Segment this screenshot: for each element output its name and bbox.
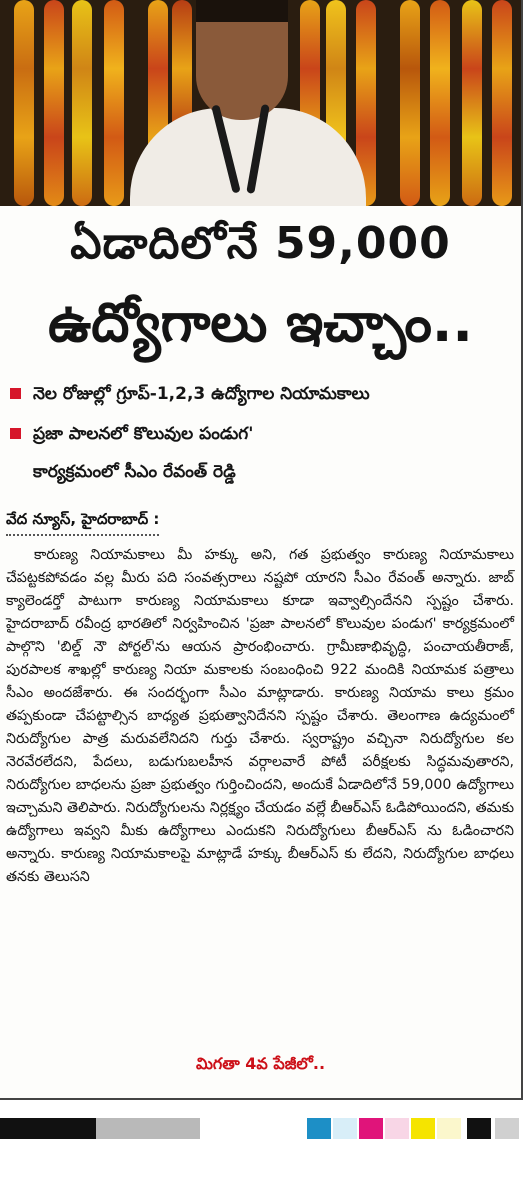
news-photo [0,0,521,206]
subhead-text: నెల రోజుల్లో గ్రూప్-1,2,3 ఉద్యోగాల నియామకాలు [33,384,370,404]
garland-decoration [44,0,64,206]
red-square-bullet-icon [10,428,21,439]
article-body [6,544,514,889]
color-swatch-yellow [411,1118,435,1139]
garland-decoration [400,0,420,206]
garland-decoration [462,0,482,206]
speaker-hair [196,0,288,22]
registration-bar-black [0,1118,96,1139]
subhead-bullet-2 [0,424,253,448]
article-paragraph: కారుణ్య నియామకాలు మీ హక్కు అని, గత ప్రభుత్వం కారుణ్య నియామకాలు చేపట్టకపోవడం వల్ల మీరు పది సంవత్సరాలు నష్టపో యారని సీఎం రేవంత్ అన్నారు. జాబ్ క్యాలెండర్తో పాటుగా కారుణ్య నియామకాలు కూడా ఇవ్వాల్సిందేనని స్పష్టం చేశారు. హైదరాబాద్ రవీంద్ర భారతిలో నిర్వహించిన 'ప్రజా పాలనలో కొలువుల పండుగ' కార్యక్రమంలో పాల్గొని 'బిల్డ్ నౌ పోర్టల్'ను ఆయన ప్రారంభించారు. గ్రామీణాభివృద్ధి, పంచాయతీరాజ్, పురపాలక శాఖల్లో కారుణ్య నియా మకాలకు సంబంధించి 922 మందికి నియామక పత్రాలు సీఎం అందజేశారు. ఈ సందర్భంగా సీఎం మాట్లాడారు. కారుణ్య నియామ కాలు క్రమం తప్పకుండా చేపట్టాల్సిన బాధ్యత ప్రభుత్వానిదేనని స్పష్టం చేశారు. తెలంగాణ ఉద్యమంలో నిరుద్యోగుల పాత్ర మరువలేనిదని గుర్తు చేశారు. స్వరాష్ట్రం వచ్చినా నిరుద్యోగుల కల నెరవేరలేదని, పేదలు, బడుగుబలహీన వర్గాలవారే పోటీ పరీక్షలకు సిద్ధమవుతారని, నిరుద్యోగుల బాధలను ప్రజా ప్రభుత్వం గుర్తించిందని, అందుకే ఏడాదిలోనే 59,000 ఉద్యోగాలు ఇచ్చామని తెలిపారు. నిరుద్యోగులను నిర్లక్ష్యం చేయడం వల్లే బీఆర్ఎస్ ఓడిపోయిందని, తమకు ఉద్యోగాలు ఇవ్వని మీకు ఉద్యోగాలు ఎందుకని నిరుద్యోగులు బీఆర్ఎస్ ను ఓడించారని అన్నారు. కారుణ్య నియామకాలపై మాట్లాడే హక్కు బీఆర్ఎస్ కు లేదని, నిరుద్యోగుల బాధలు తనకు తెలుసని [6,547,514,885]
color-swatch-cyan [307,1118,331,1139]
subhead-continuation: కార్యక్రమంలో సీఎం రేవంత్ రెడ్డి [33,462,236,482]
color-swatch-light-magenta [385,1118,409,1139]
garland-decoration [492,0,512,206]
red-square-bullet-icon [10,388,21,399]
subhead-text: ప్రజా పాలనలో కొలువుల పండుగ' [33,424,254,444]
continued-on-page-4: మిగతా 4వ పేజీలో.. [195,1054,326,1073]
registration-bar-gray [96,1118,200,1139]
subhead-bullet-1 [0,384,370,408]
garland-decoration [72,0,92,206]
color-swatch-light-yellow [437,1118,461,1139]
color-swatch-light-gray [495,1118,519,1139]
headline-line-2: ఉద్యోగాలు ఇచ్చాం.. [48,291,473,354]
garland-decoration [14,0,34,206]
color-swatch-black [467,1118,491,1139]
color-swatch-magenta [359,1118,383,1139]
dateline: వేద న్యూస్, హైదరాబాద్ : [6,510,159,536]
garland-decoration [104,0,124,206]
color-swatch-light-cyan [333,1118,357,1139]
garland-decoration [430,0,450,206]
headline-line-1: ఏడాదిలోనే 59,000 [70,218,451,269]
